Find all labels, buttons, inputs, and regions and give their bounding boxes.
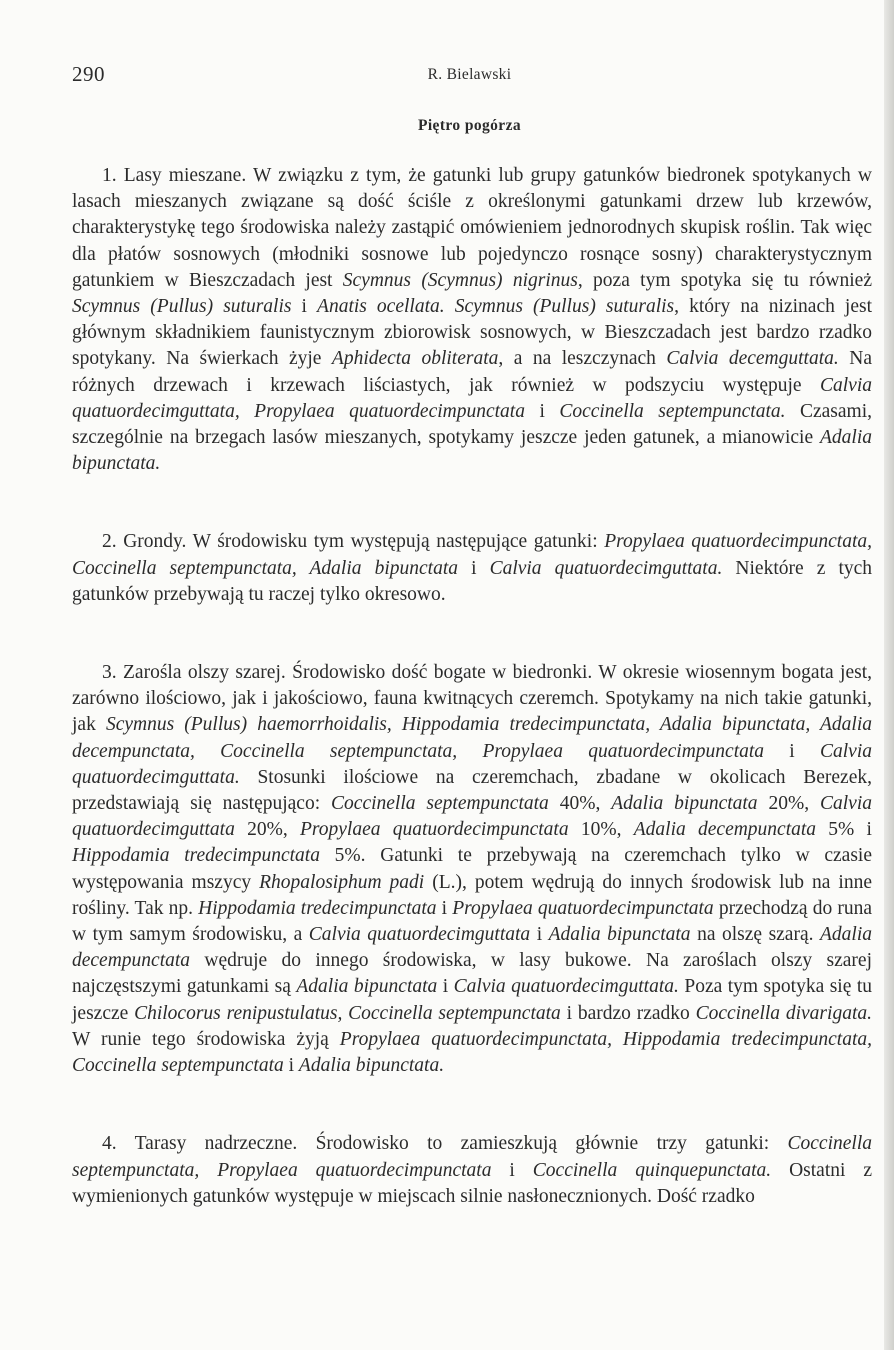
text-run: i <box>530 924 549 946</box>
species-name: Adalia bipunctata. <box>72 427 872 475</box>
text-run: (L.), potem wędrują do innych środowisk lub na inne rośliny. Tak np. <box>72 871 873 919</box>
text-run: wędruje do innego środowiska, w lasy bukowe. Na zaroślach olszy szarej najczęstszymi gatunkami są <box>72 950 872 998</box>
species-name: Adalia bipunctata <box>548 924 691 946</box>
text-run: , a na leszczynach <box>498 348 667 370</box>
species-name: Chilocorus renipustulatus, Coccinella septempunctata <box>134 1002 561 1024</box>
paragraph-zarosla-olszy <box>72 660 872 1079</box>
paragraph-tarasy <box>72 1131 872 1210</box>
text-run: W runie tego środowiska żyją <box>72 1028 340 1050</box>
text-run: i <box>437 976 454 998</box>
species-name: Calvia quatuordecimguttata. <box>72 740 872 788</box>
species-name: Rhopalosiphum padi <box>259 871 425 893</box>
text-run: Stosunki ilościowe na czeremchach, zbadane w okolicach Berezek, przedstawiają się następująco: <box>72 766 872 815</box>
text-run: , który na nizinach jest głównym składnikiem faunistycznym zbiorowisk sosnowych, w Bieszczadach jest bardzo rzadko spotykany. Na świerkach żyje <box>72 296 872 370</box>
text-run: 2. Grondy. W środowisku tym występują następujące gatunki: <box>102 531 605 553</box>
species-name: Propylaea quatuordecimpunctata, Hippodamia tredecimpunctata, Coccinella septempunctata <box>72 1028 872 1077</box>
text-run: Poza tym spotyka się tu jeszcze <box>72 976 873 1024</box>
species-name: Coccinella divarigata. <box>695 1002 872 1024</box>
text-run: 1. Lasy mieszane. W związku z tym, że gatunki lub grupy gatunków biedronek spotykanych w lasach mieszanych związane są dość ściśle z określonymi gatunkami drzew lub krzewów, charakterystykę tego środowiska należy zastąpić omówieniem jednorodnych skupisk roślin. Tak więc dla płatów sosnowych (młodniki sosnowe lub pojedynczo rosnące sosny) charakterystycznym gatunkiem w Bieszczadach jest <box>72 165 872 291</box>
species-name: Coccinella septempunctata <box>331 793 549 815</box>
species-name: Calvia decemguttata. <box>666 348 839 370</box>
text-run: 10%, <box>568 819 634 841</box>
running-head: R. Bielawski <box>427 66 512 83</box>
paragraph-lasy-mieszane <box>72 163 872 477</box>
text-run: Czasami, szczególnie na brzegach lasów mieszanych, spotykamy jeszcze jeden gatunek, a mianowicie <box>72 400 873 449</box>
text-run: 20%, <box>234 819 300 841</box>
species-name: Adalia decempunctata <box>633 819 817 841</box>
text-run: 20%, <box>757 793 820 815</box>
text-run: i <box>291 296 318 318</box>
species-name: Aphidecta obliterata <box>331 348 499 370</box>
species-name: Propylaea quatuordecimpunctata <box>452 897 714 919</box>
species-name: Adalia bipunctata. <box>298 1055 445 1077</box>
text-run: 5%. Gatunki te przebywają na czeremchach tylko w czasie występowania mszycy <box>72 845 872 893</box>
text-run: i <box>524 400 560 422</box>
text-run: 3. Zarośla olszy szarej. Środowisko dość bogate w biedronki. W okresie wiosennym bogata jest, zarówno ilościowo, jak i jakościowo, fauna kwitnących czeremch. Spotykamy na nich takie gatunki, jak <box>72 662 872 736</box>
text-run: 40%, <box>548 793 612 815</box>
text-run: Niektóre z tych gatunków przebywają tu raczej tylko okresowo. <box>72 557 873 605</box>
text-run: i <box>764 740 820 762</box>
species-name: Adalia bipunctata <box>296 976 438 998</box>
page-header <box>72 62 867 92</box>
body-text <box>72 163 872 1210</box>
species-name: Calvia quatuordecimguttata <box>308 924 531 946</box>
page-number: 290 <box>72 62 105 86</box>
text-run: 4. Tarasy nadrzeczne. Środowisko to zamieszkują głównie trzy gatunki: <box>102 1133 788 1155</box>
species-name: Coccinella quinquepunctata. <box>532 1159 772 1181</box>
species-name: Propylaea quatuordecimpunctata <box>300 819 569 841</box>
species-name: Coccinella septempunctata. <box>559 400 786 422</box>
text-run: na olszę szarą. <box>690 924 821 946</box>
species-name: Scymnus (Pullus) haemorrhoidalis, Hippodamia tredecimpunctata, Adalia bipunctata, Adalia decempunctata, Coccinella septempunctata, Propylaea quatuordecimpunctata <box>72 714 872 762</box>
text-run: Na różnych drzewach i krzewach liściastych, jak również w podszyciu występuje <box>72 348 872 396</box>
text-run: i <box>283 1055 299 1077</box>
paragraph-grondy <box>72 529 872 608</box>
species-name: Adalia decempunctata <box>72 924 873 972</box>
species-name: Scymnus (Pullus) suturalis <box>72 296 292 318</box>
text-run: i <box>458 557 490 579</box>
section-heading: Piętro pogórza <box>417 117 522 134</box>
text-run: 5% i <box>816 819 872 841</box>
text-run: i <box>436 897 453 919</box>
page-edge <box>884 0 894 1350</box>
text-run: i <box>491 1159 533 1181</box>
species-name: Adalia bipunctata <box>611 793 758 815</box>
species-name: Calvia quatuordecimguttata. <box>489 557 723 579</box>
species-name: Anatis ocellata. Scymnus (Pullus) suturalis <box>317 296 675 318</box>
species-name: Propylaea quatuordecimpunctata, Coccinella septempunctata, Adalia bipunctata <box>72 531 872 579</box>
species-name: Coccinella septempunctata, Propylaea quatuordecimpunctata <box>72 1133 872 1181</box>
text-run: przechodzą do runa w tym samym środowisku, a <box>72 897 872 946</box>
species-name: Hippodamia tredecimpunctata <box>198 897 437 919</box>
species-name: Calvia quatuordecimguttata. <box>453 976 679 998</box>
species-name: Hippodamia tredecimpunctata <box>72 845 320 867</box>
species-name: Calvia quatuordecimguttata, Propylaea quatuordecimpunctata <box>72 374 872 422</box>
text-run: i bardzo rzadko <box>560 1002 696 1024</box>
text-run: Ostatni z wymienionych gatunków występuje w miejscach silnie nasłonecznionych. Dość rzadko <box>72 1159 872 1207</box>
species-name: Scymnus (Scymnus) nigrinus <box>342 269 578 291</box>
text-run: , poza tym spotyka się tu również <box>577 269 872 291</box>
species-name: Calvia quatuordecimguttata <box>72 793 872 841</box>
